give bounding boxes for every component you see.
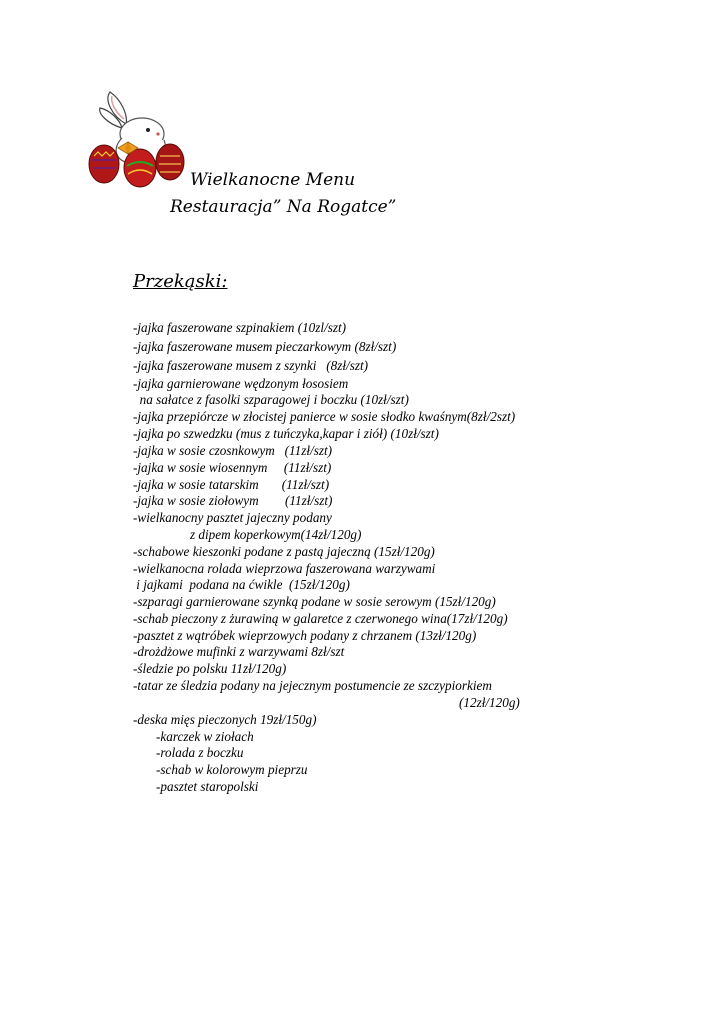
menu-line: -schab pieczony z żurawiną w galaretce z czerwonego wina(17zł/120g) — [133, 611, 508, 626]
section-title-appetizers: Przekąski: — [133, 271, 228, 292]
menu-line: z dipem koperkowym(14zł/120g) — [190, 527, 362, 542]
menu-line: -jajka w sosie ziołowym (11zł/szt) — [133, 493, 333, 508]
menu-line: -pasztet z wątróbek wieprzowych podany z chrzanem (13zł/120g) — [133, 628, 477, 643]
menu-line: -jajka garnierowane wędzonym łososiem — [133, 376, 349, 391]
menu-line: -tatar ze śledzia podany na jejecznym postumencie ze szczypiorkiem — [133, 678, 492, 693]
menu-line: -szparagi garnierowane szynką podane w sosie serowym (15zł/120g) — [133, 594, 496, 609]
easter-bunny-clipart — [82, 86, 190, 192]
menu-line: -pasztet staropolski — [156, 779, 259, 794]
menu-line: -drożdżowe mufinki z warzywami 8zł/szt — [133, 644, 345, 659]
menu-line: -deska mięs pieczonych 19zł/150g) — [133, 712, 317, 727]
menu-line: -jajka faszerowane musem pieczarkowym (8zł/szt) — [133, 339, 397, 354]
menu-line: -schab w kolorowym pieprzu — [156, 762, 308, 777]
menu-line: -wielkanocna rolada wieprzowa faszerowana warzywami — [133, 561, 436, 576]
restaurant-name: Restauracja” Na Rogatce” — [170, 197, 397, 217]
menu-line: -schabowe kieszonki podane z pastą jajeczną (15zł/120g) — [133, 544, 435, 559]
menu-line: na sałatce z fasolki szparagowej i boczku (10zł/szt) — [133, 392, 409, 407]
menu-line: -jajka faszerowane szpinakiem (10zl/szt) — [133, 320, 347, 335]
menu-line: -jajka w sosie czosnkowym (11zł/szt) — [133, 443, 333, 458]
menu-line: -jajka faszerowane musem z szynki (8zł/szt) — [133, 358, 369, 373]
menu-line: -wielkanocny pasztet jajeczny podany — [133, 510, 332, 525]
menu-line: -śledzie po polsku 11zł/120g) — [133, 661, 287, 676]
menu-line: -jajka po szwedzku (mus z tuńczyka,kapar i ziół) (10zł/szt) — [133, 426, 439, 441]
menu-line: -rolada z boczku — [156, 745, 244, 760]
menu-line: -karczek w ziołach — [156, 729, 254, 744]
menu-line: i jajkami podana na ćwikle (15zł/120g) — [133, 577, 350, 592]
menu-line: -jajka w sosie tatarskim (11zł/szt) — [133, 477, 330, 492]
menu-title: Wielkanocne Menu — [190, 170, 356, 190]
menu-line: -jajka przepiórcze w złocistej panierce w sosie słodko kwaśnym(8zł/2szt) — [133, 409, 516, 424]
menu-line: -jajka w sosie wiosennym (11zł/szt) — [133, 460, 332, 475]
menu-line: (12zł/120g) — [459, 695, 520, 710]
